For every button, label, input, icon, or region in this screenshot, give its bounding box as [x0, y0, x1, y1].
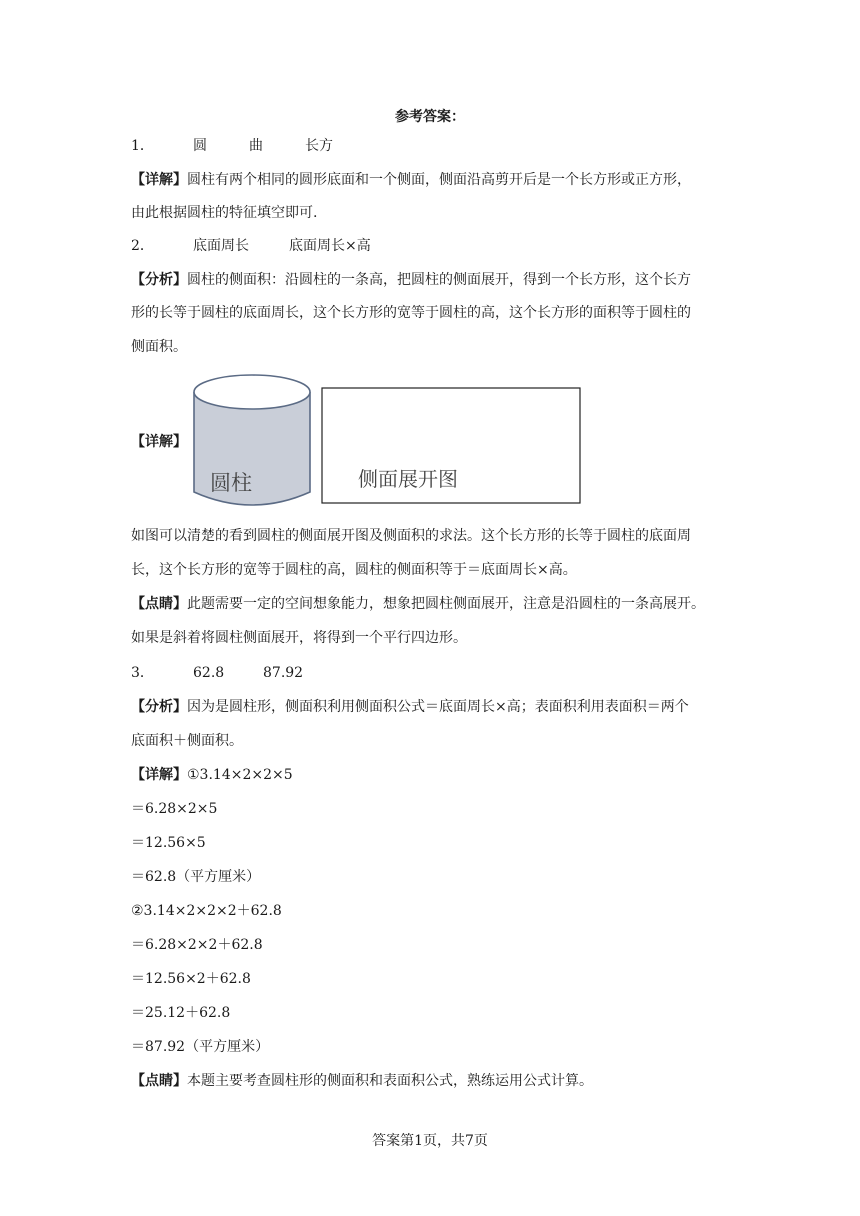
q3-step-4: ＝62.8（平方厘米）	[131, 869, 261, 885]
q1-answer-row	[131, 136, 333, 156]
unfold-label: 侧面展开图	[358, 467, 458, 491]
q2-answer-row	[131, 236, 371, 256]
q3-comment-tag: 【点睛】	[131, 1073, 187, 1089]
q1-explain-line1	[131, 170, 691, 190]
q2-detail-line1: 如图可以清楚的看到圆柱的侧面展开图及侧面积的求法。这个长方形的长等于圆柱的底面周	[131, 528, 691, 544]
q2-answer-2: 底面周长×高	[289, 238, 371, 254]
q3-analysis-line2: 底面积＋侧面积。	[131, 733, 243, 749]
q2-comment-line2: 如果是斜着将圆柱侧面展开，将得到一个平行四边形。	[131, 630, 467, 646]
q1-explain-tag: 【详解】	[131, 172, 187, 188]
cylinder-unfold-figure	[188, 370, 588, 510]
q3-step-1: ①3.14×2×2×5	[187, 767, 293, 783]
q3-comment-line1	[131, 1071, 593, 1091]
q3-step-5: ②3.14×2×2×2＋62.8	[131, 903, 282, 919]
q3-step-7: ＝12.56×2＋62.8	[131, 971, 251, 987]
q3-step-3: ＝12.56×5	[131, 835, 206, 851]
q3-step-8: ＝25.12＋62.8	[131, 1005, 231, 1021]
q3-analysis-line1	[131, 697, 689, 717]
q3-step-2: ＝6.28×2×5	[131, 801, 218, 817]
q1-answer-1: 圆	[193, 138, 207, 154]
page-title: 参考答案：	[395, 109, 465, 125]
cylinder-label: 圆柱	[210, 471, 252, 495]
q2-detail-line2: 长，这个长方形的宽等于圆柱的高，圆柱的侧面积等于＝底面周长×高。	[131, 562, 577, 578]
q2-comment-text: 此题需要一定的空间想象能力，想象把圆柱侧面展开，注意是沿圆柱的一条高展开。	[187, 596, 705, 612]
q1-answer-2: 曲	[249, 138, 263, 154]
cylinder-top	[194, 375, 310, 409]
q2-analysis-text: 圆柱的侧面积：沿圆柱的一条高，把圆柱的侧面展开，得到一个长方形，这个长方	[187, 272, 691, 288]
q2-comment-line1	[131, 594, 705, 614]
q3-comment-text: 本题主要考查圆柱形的侧面积和表面积公式，熟练运用公式计算。	[187, 1073, 593, 1089]
q1-number: 1．	[131, 138, 154, 154]
q3-analysis-text: 因为是圆柱形，侧面积利用侧面积公式＝底面周长×高；表面积利用表面积＝两个	[187, 699, 689, 715]
q3-step-9: ＝87.92（平方厘米）	[131, 1039, 270, 1055]
q3-number: 3．	[131, 665, 154, 681]
q2-analysis-tag: 【分析】	[131, 272, 187, 288]
q3-detail-tag: 【详解】	[131, 767, 187, 783]
q3-analysis-tag: 【分析】	[131, 699, 187, 715]
q1-answer-3: 长方	[305, 138, 333, 154]
q2-number: 2．	[131, 238, 154, 254]
q3-detail-line	[131, 765, 293, 785]
q2-comment-tag: 【点睛】	[131, 596, 187, 612]
q2-answer-1: 底面周长	[193, 238, 249, 254]
q3-step-6: ＝6.28×2×2＋62.8	[131, 937, 263, 953]
q2-analysis-line2: 形的长等于圆柱的底面周长，这个长方形的宽等于圆柱的高，这个长方形的面积等于圆柱的	[131, 305, 691, 321]
q3-answer-2: 87.92	[263, 665, 304, 681]
q2-analysis-line1	[131, 270, 691, 290]
q3-answer-row	[131, 663, 303, 683]
q2-analysis-line3: 侧面积。	[131, 339, 187, 355]
page-footer: 答案第1页，共7页	[372, 1133, 488, 1149]
q3-answer-1: 62.8	[193, 665, 225, 681]
q2-detail-tag: 【详解】	[131, 434, 187, 450]
q1-explain-text: 圆柱有两个相同的圆形底面和一个侧面，侧面沿高剪开后是一个长方形或正方形，	[187, 172, 691, 188]
q1-explain-line2: 由此根据圆柱的特征填空即可.	[131, 205, 318, 221]
